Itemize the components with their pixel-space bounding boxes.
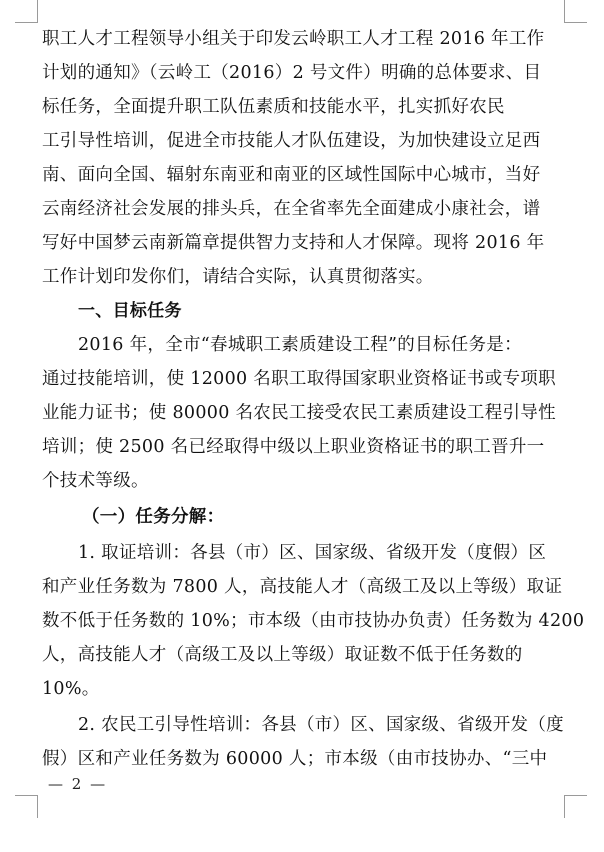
document-body	[42, 22, 585, 776]
text-line: 培训；使 2500 名已经取得中级以上职业资格证书的职工晋升一	[42, 437, 545, 457]
text-line: 标任务，全面提升职工队伍素质和技能水平，扎实抓好农民	[42, 97, 505, 117]
item-1-paragraph	[42, 536, 585, 706]
crop-mark-top-right	[564, 0, 587, 23]
text-line: 业能力证书；使 80000 名农民工接受农民工素质建设工程引导性	[42, 403, 556, 423]
targets-paragraph	[42, 328, 562, 498]
text-line: 数不低于任务数的 10%；市本级（由市技协办负责）任务数为 4200	[42, 611, 585, 631]
text-line: 写好中国梦云南新篇章提供智力支持和人才保障。现将 2016 年	[42, 233, 545, 253]
text-line: 职工人才工程领导小组关于印发云岭职工人才工程 2016 年工作	[42, 29, 545, 49]
text-line: 人，高技能人才（高级工及以上等级）取证数不低于任务数的	[42, 645, 523, 665]
text-line: 通过技能培训，使 12000 名职工取得国家职业资格证书或专项职	[42, 369, 556, 389]
text-line: 10%。	[42, 679, 100, 699]
subsection-heading-task-breakdown: （一）任务分解：	[82, 507, 225, 527]
text-line: 1. 取证培训：各县（市）区、国家级、省级开发（度假）区	[78, 543, 547, 563]
text-line: 假）区和产业任务数为 60000 人；市本级（由市技协办、“三中	[42, 749, 548, 769]
text-line: 和产业任务数为 7800 人，高技能人才（高级工及以上等级）取证	[42, 577, 563, 597]
item-2-paragraph	[42, 708, 562, 776]
text-line: 个技术等级。	[42, 471, 149, 491]
text-line: 南、面向全国、辐射东南亚和南亚的区域性国际中心城市，当好	[42, 165, 541, 185]
text-line: 云南经济社会发展的排头兵，在全省率先全面建成小康社会，谱	[42, 199, 541, 219]
text-line: 计划的通知》（云岭工（2016）2 号文件）明确的总体要求、目	[42, 63, 542, 83]
text-line: 2016 年，全市“春城职工素质建设工程”的目标任务是：	[78, 335, 522, 355]
section-heading-targets: 一、目标任务	[78, 301, 182, 321]
page-number: — 2 —	[48, 775, 108, 793]
crop-mark-bottom-right	[564, 795, 587, 818]
text-line: 工引导性培训，促进全市技能人才队伍建设，为加快建设立足西	[42, 131, 541, 151]
crop-mark-top-left	[15, 0, 38, 23]
intro-paragraph	[42, 22, 562, 294]
crop-mark-bottom-left	[15, 795, 38, 818]
text-line: 工作计划印发你们，请结合实际，认真贯彻落实。	[42, 267, 434, 287]
text-line: 2. 农民工引导性培训：各县（市）区、国家级、省级开发（度	[78, 715, 564, 735]
